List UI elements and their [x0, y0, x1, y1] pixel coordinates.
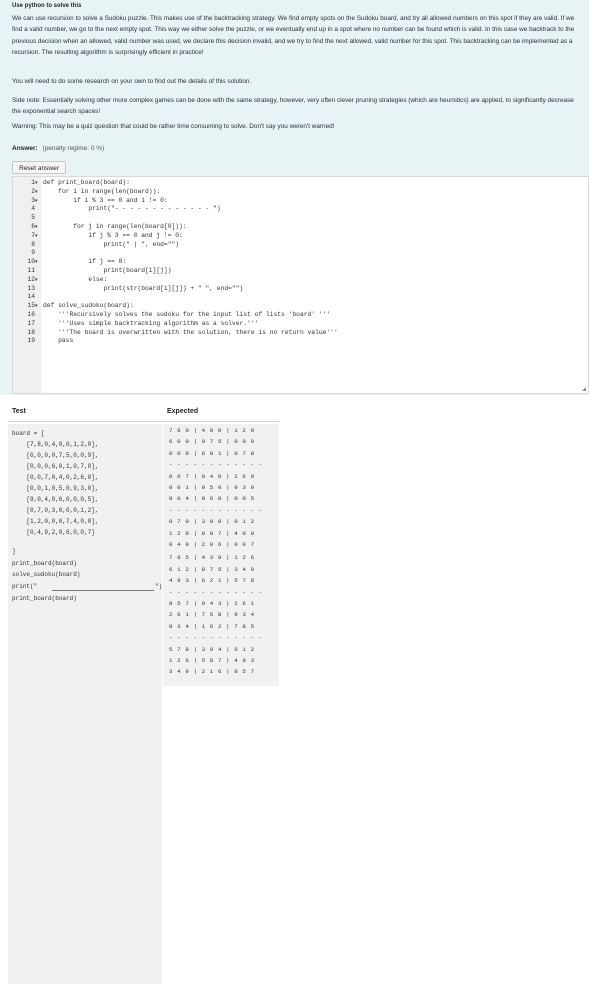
code-text[interactable]: for i in range(len(board)): [43, 187, 161, 195]
line-number: 18 [27, 328, 35, 336]
expected-separator: - - - - - - - - - - - - [169, 588, 263, 596]
expected-row: 0 0 0 | 6 0 1 | 0 7 8 [169, 449, 255, 457]
answer-label: Answer: [12, 145, 38, 152]
column-header-expected: Expected [167, 408, 199, 415]
code-line[interactable] [13, 329, 573, 338]
expected-row: 0 7 0 | 3 0 0 | 0 1 2 [169, 518, 255, 526]
line-number: 1 [31, 179, 35, 186]
code-text[interactable]: else: [43, 275, 108, 283]
code-text[interactable]: print(str(board[i][j]) + " ", end="") [43, 284, 244, 292]
code-text[interactable]: '''The board is overwritten with the solution, there is no return value''' [43, 328, 338, 336]
expected-row: 8 5 7 | 9 4 3 | 2 6 1 [169, 600, 255, 607]
line-number: 3 [31, 196, 35, 204]
line-number: 2 [31, 187, 35, 195]
code-text[interactable]: print("- - - - - - - - - - - - - ") [43, 205, 221, 213]
code-line[interactable] [13, 214, 573, 223]
column-header-test: Test [12, 408, 26, 415]
code-line[interactable] [13, 249, 573, 258]
line-number: 14 [27, 293, 35, 301]
penalty-regime: (penalty regime: 0 %) [42, 145, 105, 152]
line-number: 15 [27, 302, 35, 310]
expected-row: 5 7 8 | 3 9 4 | 6 1 2 [169, 645, 255, 653]
test-code-line: [7,8,0,4,0,0,1,2,0], [12, 441, 99, 448]
line-number: 9 [31, 249, 35, 257]
question-warning [12, 121, 580, 132]
expected-row: 1 2 6 | 5 8 7 | 4 9 3 [169, 657, 255, 664]
test-code-line: print_board(board) [12, 560, 77, 567]
code-line[interactable] [13, 241, 573, 250]
code-text[interactable]: if j == 8: [43, 258, 127, 266]
expected-row: 7 8 5 | 4 3 9 | 1 2 6 [169, 554, 255, 562]
question-paragraph-2 [12, 76, 580, 87]
code-line[interactable] [13, 197, 573, 206]
line-number: 10 [27, 258, 35, 266]
question-paragraph-3 [12, 95, 580, 118]
code-text[interactable]: '''Recursively solves the sudoku for the input list of lists 'board' ''' [43, 310, 331, 318]
test-code-line: [0,0,1,0,5,0,9,3,0], [12, 485, 99, 492]
expected-row: 0 4 9 | 2 0 6 | 0 0 7 [169, 541, 255, 548]
test-code-cell [8, 424, 162, 984]
paragraph-text: Side note: Essentially solving other more complex games can be done with the same strategy, however, very often clever pruning strategies (which are heuristics) are applied, to significantly decrease the exponential search spaces! [12, 97, 574, 116]
code-line[interactable] [13, 285, 573, 294]
fold-arrow-icon[interactable]: ▾ [35, 276, 38, 283]
test-code-line: [0,0,7,0,4,0,2,6,0], [12, 474, 99, 481]
code-text[interactable]: '''Uses simple backtracking algorithm as a solver.''' [43, 319, 259, 327]
question-title: Use python to solve this [12, 3, 82, 9]
expected-row: 0 0 1 | 0 5 0 | 9 3 0 [169, 484, 255, 491]
line-number: 6 [31, 222, 35, 230]
code-line[interactable] [13, 302, 573, 311]
expected-separator: - - - - - - - - - - - - [169, 461, 263, 469]
code-text[interactable]: for j in range(len(board[0])): [43, 222, 187, 230]
code-editor[interactable] [12, 176, 589, 394]
line-number: 5 [31, 214, 35, 222]
answer-label-row [12, 145, 104, 152]
fold-arrow-icon[interactable]: ▾ [35, 180, 38, 186]
expected-separator: - - - - - - - - - - - - [169, 506, 263, 514]
fold-arrow-icon[interactable]: ▾ [35, 303, 38, 310]
line-number: 17 [27, 319, 35, 327]
code-line[interactable] [13, 267, 573, 276]
code-line[interactable] [13, 276, 573, 285]
expected-row: 9 3 4 | 1 6 2 | 7 8 5 [169, 622, 255, 630]
header-divider [8, 421, 279, 422]
code-line[interactable] [13, 337, 573, 346]
paragraph-text: You will need to do some research on your own to find out the details of this solution. [12, 78, 252, 85]
test-code-line: [0,7,0,3,0,0,0,1,2], [12, 507, 99, 514]
code-line[interactable] [13, 223, 573, 232]
code-line[interactable] [13, 258, 573, 267]
expected-row: 2 6 1 | 7 5 8 | 9 3 4 [169, 611, 255, 619]
code-text[interactable]: if i % 3 == 0 and i != 0: [43, 196, 168, 204]
expected-row: 6 0 0 | 0 7 5 | 0 0 9 [169, 438, 255, 446]
test-code-line: board = [ [12, 430, 45, 437]
print-string-underline [52, 590, 154, 591]
code-text[interactable]: print(" | ", end="") [43, 240, 180, 248]
expected-row: 0 0 7 | 0 4 0 | 2 6 0 [169, 472, 255, 480]
fold-arrow-icon[interactable]: ▾ [35, 259, 38, 266]
fold-arrow-icon[interactable]: ▾ [35, 232, 38, 239]
line-number: 11 [27, 266, 35, 274]
code-text[interactable]: def print_board(board): [43, 179, 130, 186]
code-line[interactable] [13, 179, 573, 188]
test-code-line: [0,0,0,6,0,1,0,7,8], [12, 463, 99, 470]
line-number: 16 [27, 310, 35, 318]
expected-row: 4 9 3 | 6 2 1 | 5 7 8 [169, 577, 255, 585]
paragraph-text: Warning: This may be a quiz question that could be rather time consuming to solve. Don't say you weren't warned! [12, 123, 335, 130]
line-number: 13 [27, 284, 35, 292]
code-line[interactable] [13, 205, 573, 214]
expected-row: 3 4 9 | 2 1 6 | 8 5 7 [169, 668, 255, 676]
code-line[interactable] [13, 188, 573, 197]
code-text[interactable]: print(board[i][j]) [43, 266, 172, 274]
code-text[interactable]: def solve_sudoku(board): [43, 302, 134, 310]
test-code-line: [1,2,0,0,0,7,4,0,0], [12, 518, 99, 525]
expected-output-cell [163, 424, 279, 686]
fold-arrow-icon[interactable]: ▾ [35, 188, 38, 195]
question-box [0, 0, 589, 395]
fold-arrow-icon[interactable]: ▾ [35, 197, 38, 204]
code-line[interactable] [13, 293, 573, 302]
print-string-tail: ") [155, 583, 163, 590]
paragraph-text: We can use recursion to solve a Sudoku puzzle. This makes use of the backtracking strategy. We find empty spots on the Sudoku board, and try all allowed numbers on this spot if they are valid. If we find a valid number, we go to the next empty spot. This way we either solve the puzzle, or we eventually end up in a spot where no number can be found which is valid. In this case we backtrack to the previous decision when an allowed, valid number was used, we declare this decision invalid, and we try to find the next allowed, valid number for this spot. This backtracking can be implemented as a recursion. The resulting algorithm is surprisingly efficient in practice! [12, 15, 575, 57]
test-code-line: ] [12, 548, 16, 555]
question-paragraph-1 [12, 13, 580, 59]
expected-row: 7 8 0 | 4 0 0 | 1 2 0 [169, 427, 255, 434]
expected-row: 9 0 4 | 0 6 0 | 0 0 5 [169, 495, 255, 503]
code-line[interactable] [13, 232, 573, 241]
code-line[interactable] [13, 311, 573, 320]
expected-row: 1 2 0 | 0 0 7 | 4 0 0 [169, 529, 255, 537]
line-number: 4 [31, 205, 35, 213]
line-number: 12 [27, 275, 35, 283]
test-code-line: [6,0,0,0,7,5,0,0,9], [12, 452, 99, 459]
test-code-line: [0,4,9,2,0,6,0,0,7] [12, 529, 95, 536]
code-text[interactable]: if j % 3 == 0 and j != 0: [43, 231, 183, 239]
reset-answer-button[interactable]: Reset answer [12, 161, 66, 174]
code-line[interactable] [13, 320, 573, 329]
test-code-line: [9,0,4,0,6,0,0,0,5], [12, 496, 99, 503]
expected-row: 6 1 2 | 8 7 5 | 3 4 9 [169, 565, 255, 573]
line-number: 7 [31, 231, 35, 239]
resize-handle-icon[interactable] [582, 387, 586, 391]
expected-separator: - - - - - - - - - - - - [169, 634, 263, 642]
test-code-line: print(" [12, 583, 38, 590]
line-number: 8 [31, 240, 35, 248]
test-code-line: solve_sudoku(board) [12, 571, 81, 578]
fold-arrow-icon[interactable]: ▾ [35, 223, 38, 230]
test-code-line: print_board(board) [12, 595, 77, 602]
line-number: 19 [27, 337, 35, 345]
code-lines[interactable] [13, 179, 573, 346]
code-text[interactable]: pass [43, 337, 74, 345]
